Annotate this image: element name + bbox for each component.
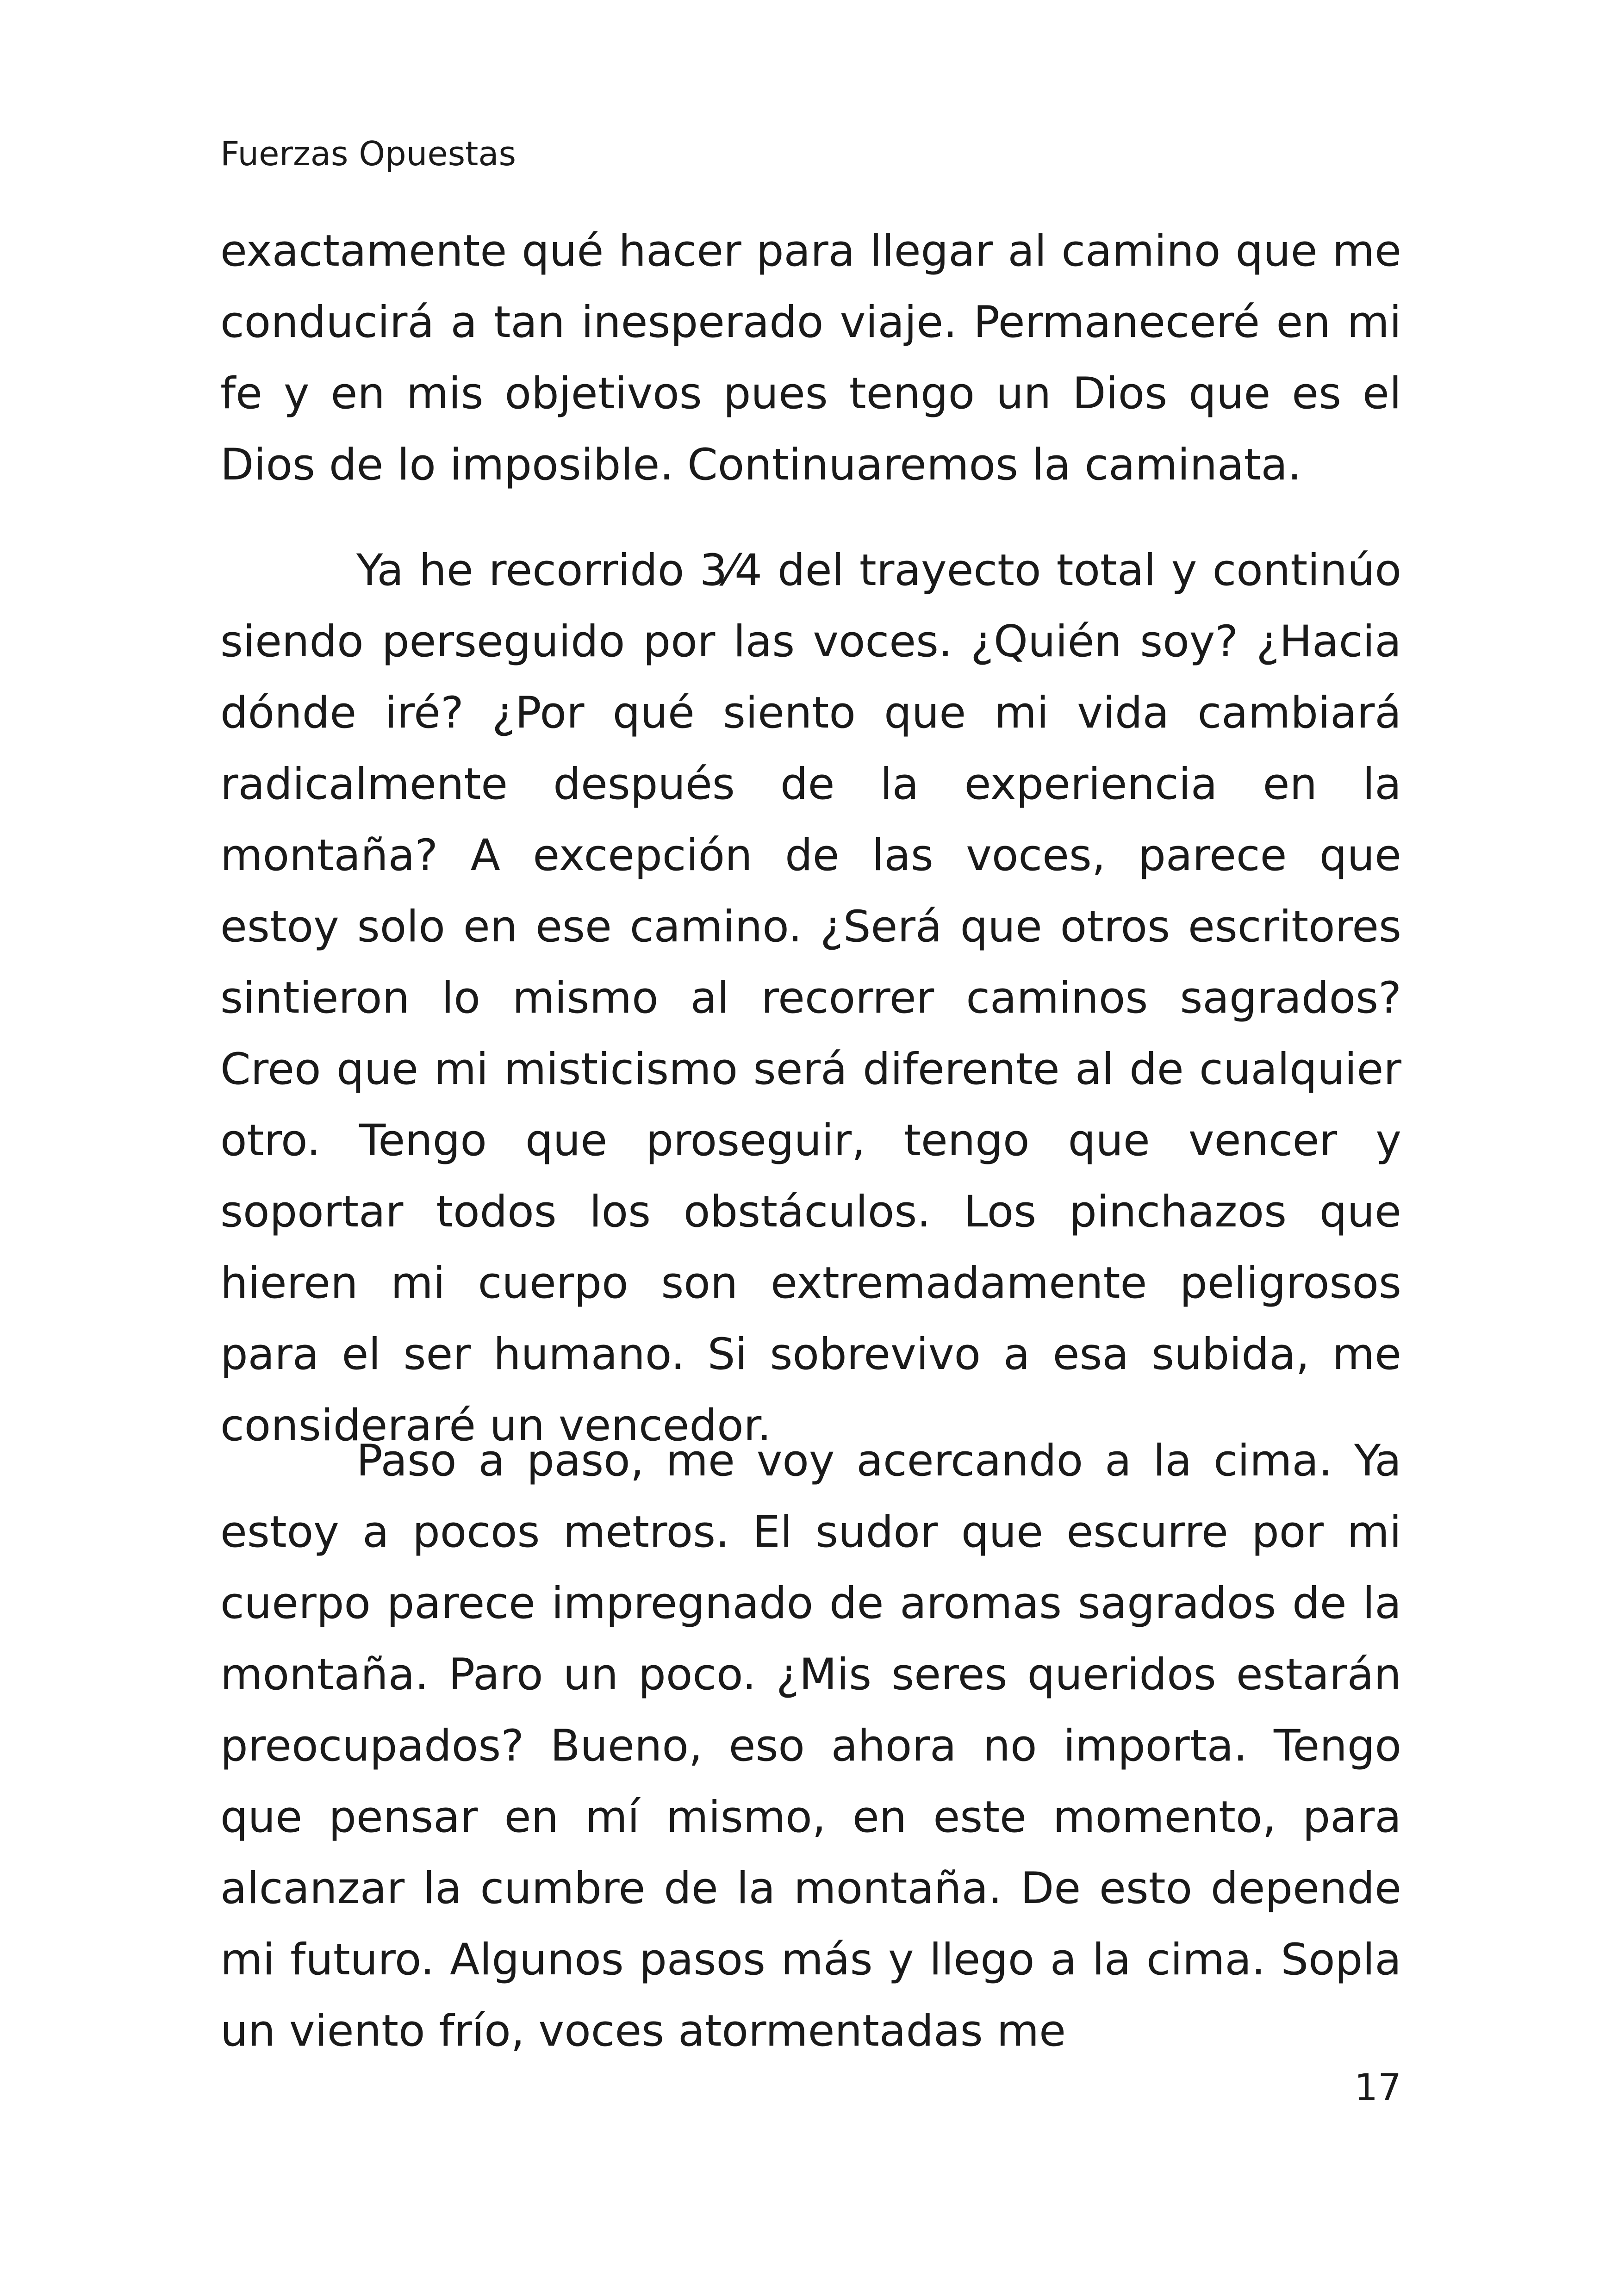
paragraph-text: Paso a paso, me voy acercando a la cima. Ya estoy a pocos metros. El sudor que escurre por mi cuerpo parece impregnado de aromas sagrados de la montaña. Paro un poco. ¿Mis seres queridos estarán preocupados? Bueno, eso ahora no importa. Tengo que pensar en mí mismo, en este momento, para alcanzar la cumbre de la montaña. De esto depende mi futuro. Algunos pasos más y llego a la cima. Sopla un viento frío, voces atormentadas me xyxy=(220,1436,1401,2056)
body-paragraph xyxy=(220,1425,1401,2067)
paragraph-text: exactamente qué hacer para llegar al camino que me conducirá a tan inesperado viaje. Permaneceré en mi fe y en mis objetivos pues tengo un Dios que es el Dios de lo imposible. Continuaremos la caminata. xyxy=(220,226,1401,490)
running-header: Fuerzas Opuestas xyxy=(220,134,516,173)
page-number: 17 xyxy=(1354,2066,1401,2109)
body-paragraph xyxy=(220,535,1401,1462)
body-paragraph xyxy=(220,216,1401,501)
paragraph-text: Ya he recorrido 3⁄4 del trayecto total y continúo siendo perseguido por las voces. ¿Quién soy? ¿Hacia dónde iré? ¿Por qué siento que mi vida cambiará radicalmente después de la experiencia en la montaña? A excepción de las voces, parece que estoy solo en ese camino. ¿Será que otros escritores sintieron lo mismo al recorrer caminos sagrados? Creo que mi misticismo será diferente al de cualquier otro. Tengo que proseguir, tengo que vencer y soportar todos los obstáculos. Los pinchazos que hieren mi cuerpo son extremadamente peligrosos para el ser humano. Si sobrevivo a esa subida, me consideraré un vencedor. xyxy=(220,545,1401,1451)
